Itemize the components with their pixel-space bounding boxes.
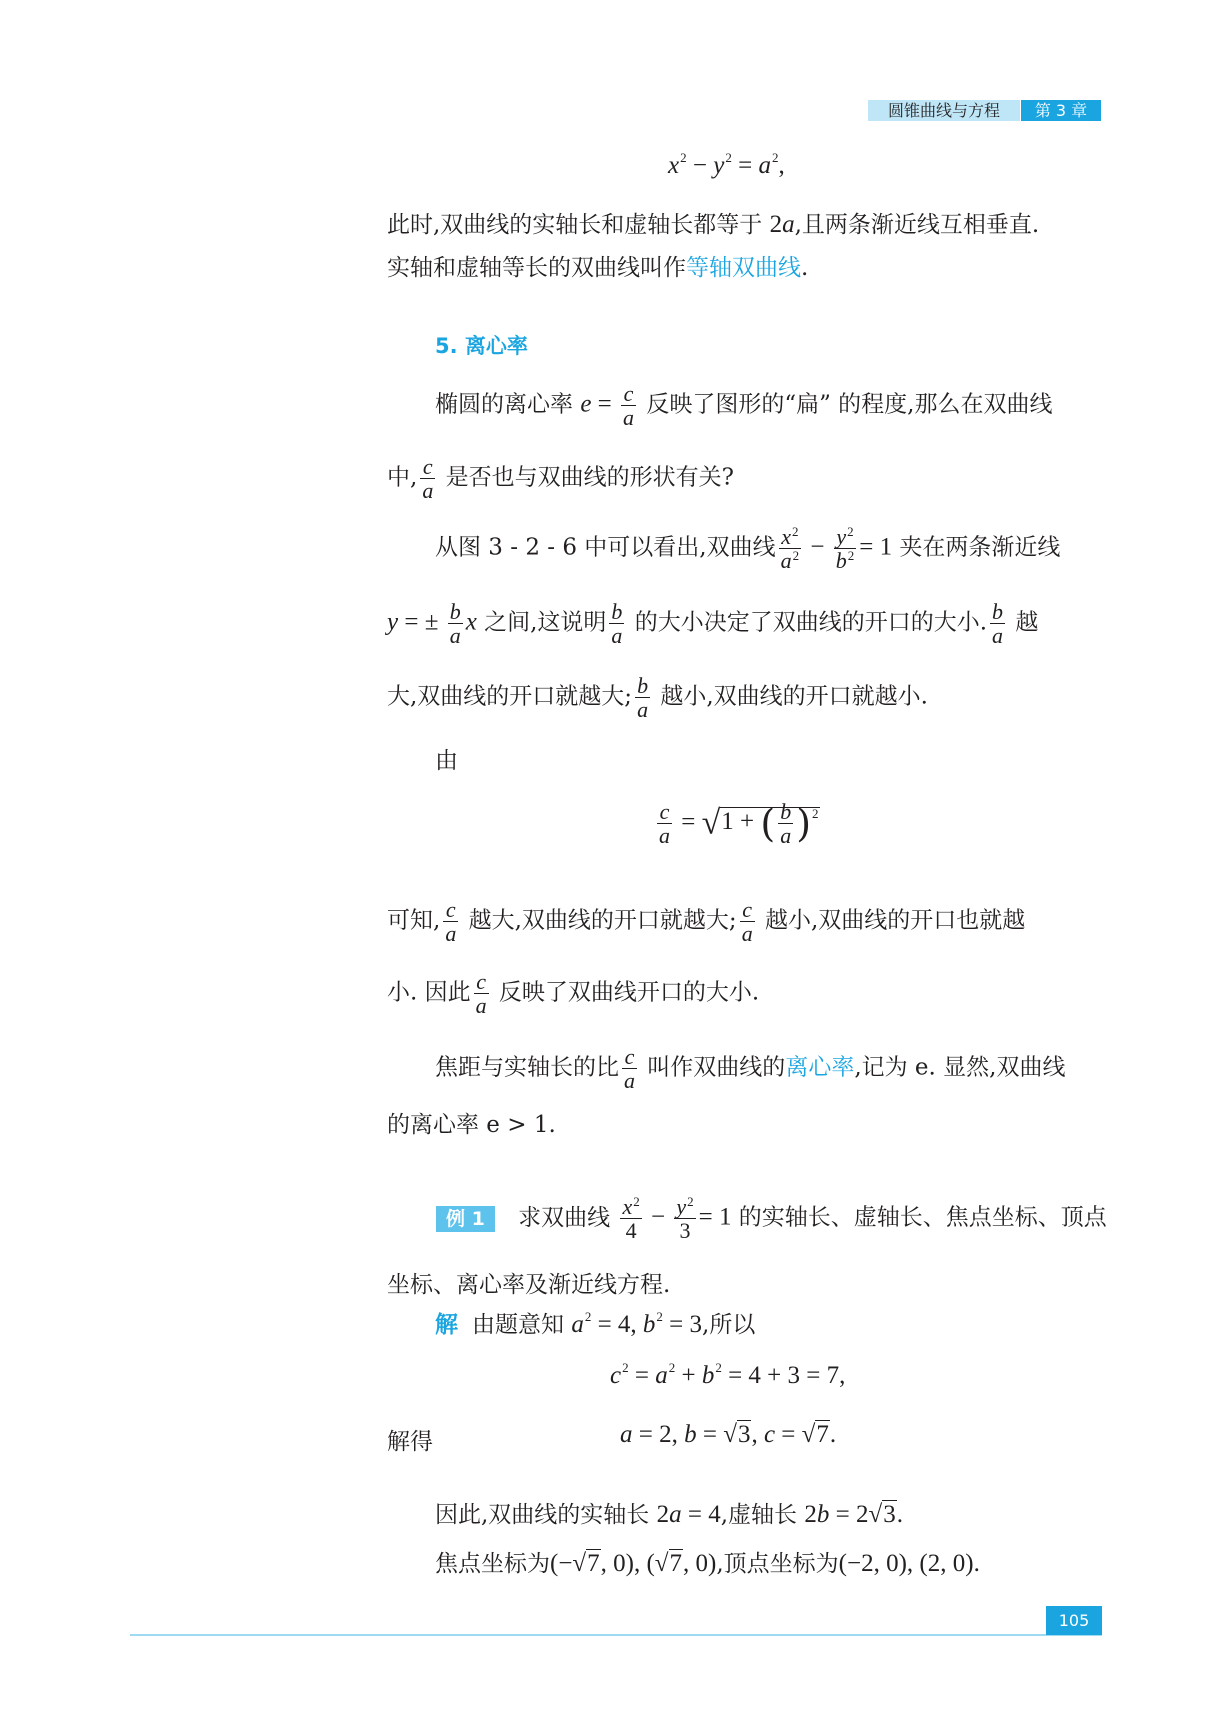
paragraph-rect-1: 此时,双曲线的实轴长和虚轴长都等于 2a,且两条渐近线互相垂直. bbox=[387, 211, 1040, 238]
equation-eccentricity-ratio: $\frac{c}{a}$ = √1 + ( $\frac{b}{a}$ )$^2$ bbox=[659, 799, 819, 849]
equation-rect-hyperbola: $x^2 - y^2 = a^2$, bbox=[668, 150, 785, 179]
solution-get-label: 解得 bbox=[387, 1429, 433, 1455]
paragraph-3: 从图 3 - 2 - 6 中可以看出,双曲线 $\frac{x^2}{a^2}$ − $\frac{y^2}{b^2}$ = 1 夹在两条渐近线 bbox=[435, 524, 1061, 574]
result-line-2: 焦点坐标为(−√7, 0), (√7, 0),顶点坐标为(−2, 0), (2, 0). bbox=[435, 1550, 980, 1577]
solution-label: 解 bbox=[435, 1311, 458, 1338]
chapter-title: 圆锥曲线与方程 bbox=[868, 100, 1020, 121]
section-title: 5. 离心率 bbox=[435, 334, 528, 358]
equation-values: a = 2, b = √3, c = √7. bbox=[620, 1421, 837, 1448]
paragraph-6: 由 bbox=[435, 748, 458, 774]
chapter-number: 第 3 章 bbox=[1021, 100, 1101, 121]
paragraph-5: 大,双曲线的开口就越大; $\frac{b}{a}$ 越小,双曲线的开口就越小. bbox=[387, 673, 928, 723]
term-eccentricity: 离心率 bbox=[785, 1054, 855, 1081]
solution-line-1: 解 由题意知 $a^2 = 4$, $b^2 = 3$,所以 bbox=[435, 1309, 756, 1338]
example-1: 例 1 求双曲线 $\frac{x^2}{4}$ − $\frac{y^2}{3}$ = 1 的实轴长、虚轴长、焦点坐标、顶点 bbox=[436, 1195, 1107, 1242]
paragraph-8: 小. 因此 $\frac{c}{a}$ 反映了双曲线开口的大小. bbox=[387, 969, 760, 1019]
paragraph-10: 的离心率 e > 1. bbox=[387, 1112, 556, 1138]
page-number: 105 bbox=[1046, 1606, 1102, 1635]
term-equiaxial-hyperbola: 等轴双曲线 bbox=[686, 255, 801, 281]
result-line-1: 因此,双曲线的实轴长 2a = 4,虚轴长 2b = 2√3. bbox=[435, 1501, 903, 1528]
footer-rule bbox=[130, 1634, 1102, 1636]
paragraph-2: 中, $\frac{c}{a}$ 是否也与双曲线的形状有关? bbox=[387, 454, 734, 504]
example-badge: 例 1 bbox=[436, 1206, 495, 1232]
equation-c-squared: $c^2 = a^2 + b^2 = 4 + 3 = 7$, bbox=[610, 1360, 846, 1389]
paragraph-1: 椭圆的离心率 e = $\frac{c}{a}$ 反映了图形的“扁” 的程度,那么在双曲线 bbox=[435, 381, 1053, 431]
paragraph-rect-2: 实轴和虚轴等长的双曲线叫作等轴双曲线. bbox=[387, 255, 809, 281]
paragraph-9: 焦距与实轴长的比 $\frac{c}{a}$ 叫作双曲线的离心率,记为 e. 显然,双曲线 bbox=[435, 1044, 1066, 1094]
paragraph-7: 可知, $\frac{c}{a}$ 越大,双曲线的开口就越大; $\frac{c}{a}$ 越小,双曲线的开口也就越 bbox=[387, 897, 1026, 947]
example-1-continued: 坐标、离心率及渐近线方程. bbox=[387, 1272, 671, 1298]
paragraph-4: y = ± $\frac{b}{a}$ x 之间,这说明 $\frac{b}{a}$ 的大小决定了双曲线的开口的大小. $\frac{b}{a}$ 越 bbox=[387, 599, 1039, 649]
